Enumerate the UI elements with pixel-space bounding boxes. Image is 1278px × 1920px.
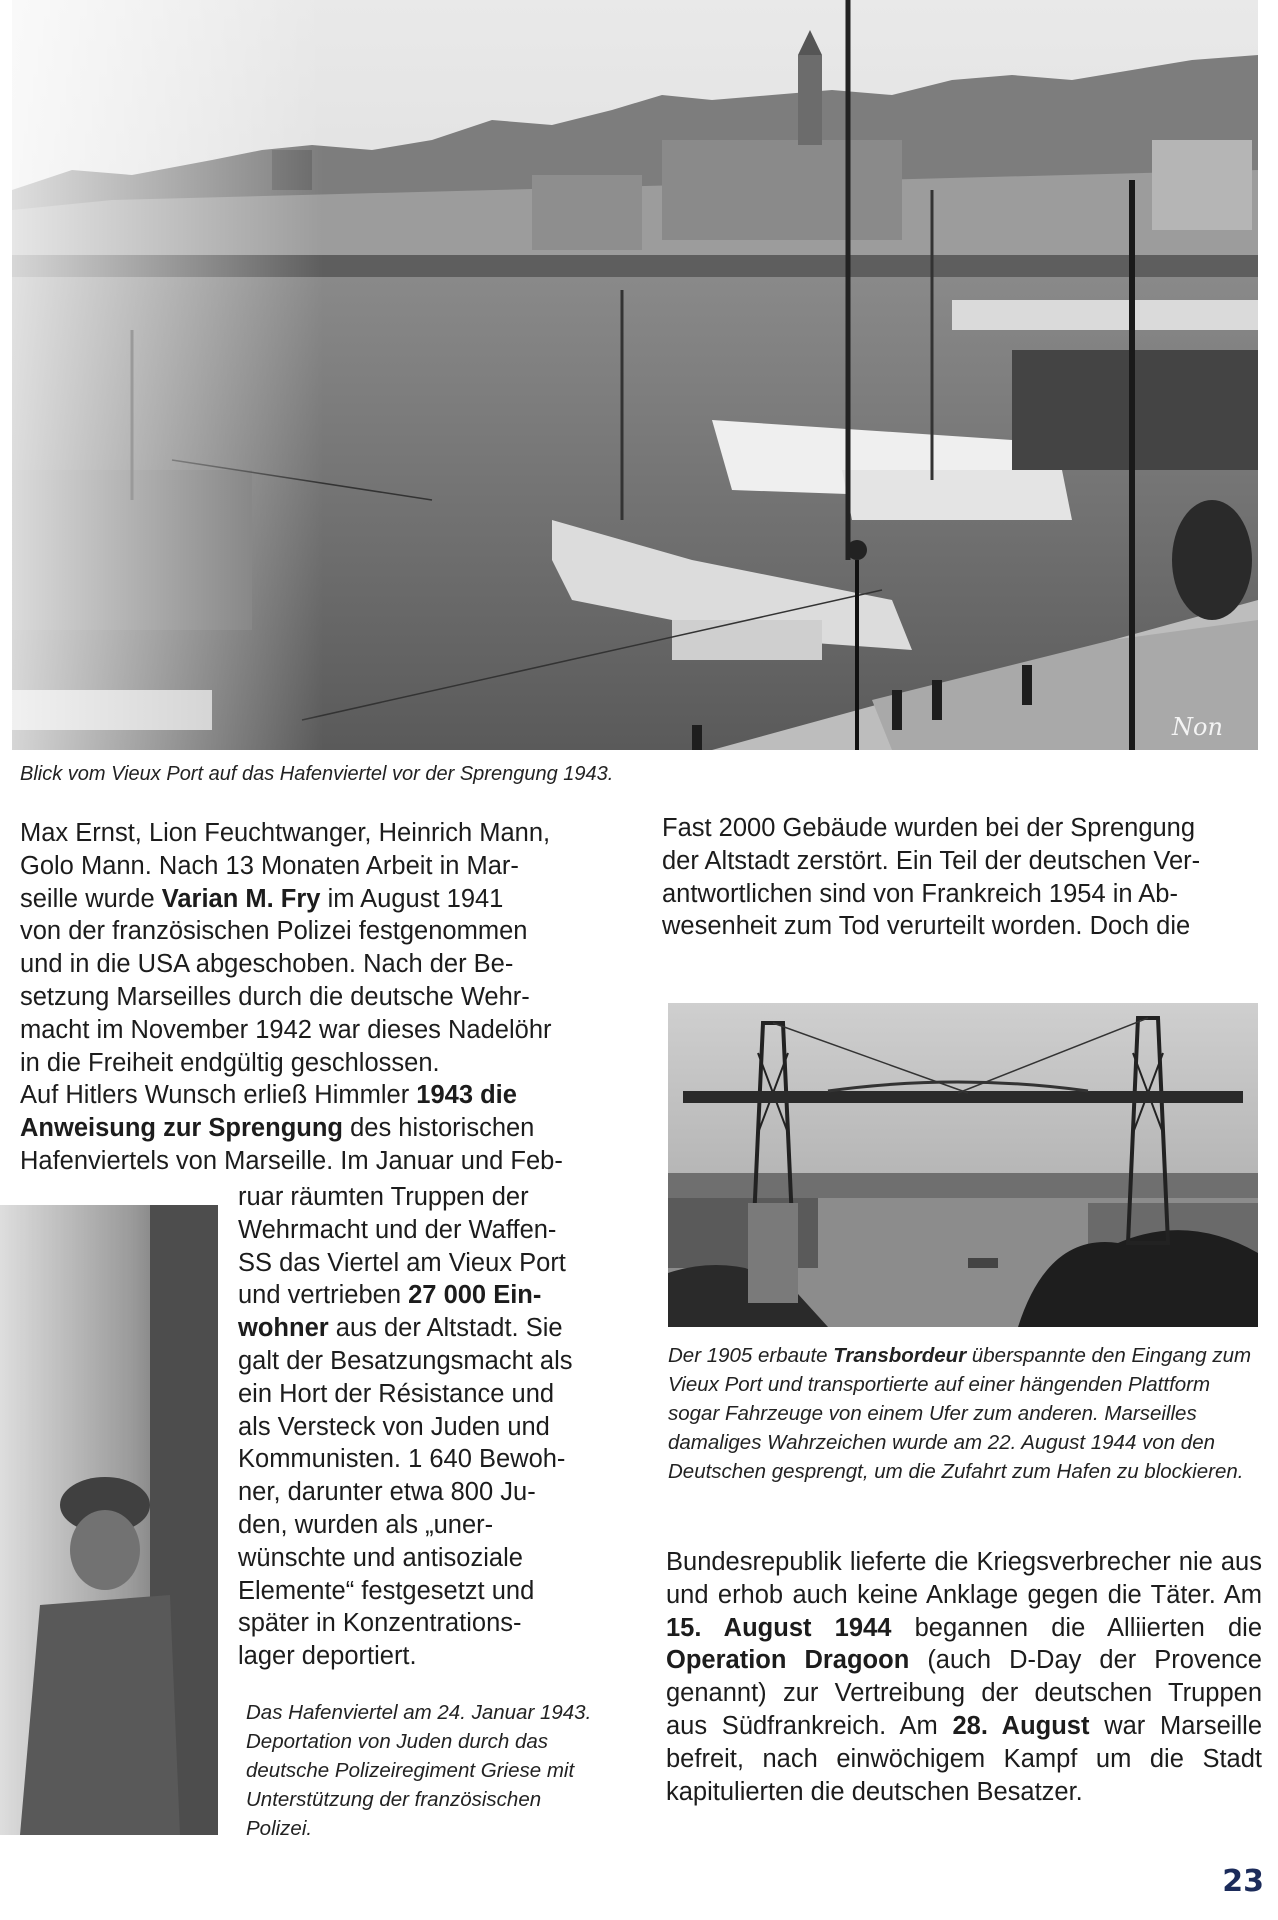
deportation-photo-caption <box>246 1698 606 1843</box>
right-line: antwortlichen sind von Frankreich 1954 in Ab- <box>662 879 1178 908</box>
wrap-line: Wehrmacht und der Waffen- <box>238 1215 557 1244</box>
wrap-line: Kommunisten. 1 640 Bewoh- <box>238 1445 566 1474</box>
wrap-bold-count: 27 000 Ein- <box>408 1281 542 1310</box>
right-line: der Altstadt zerstört. Ein Teil der deutschen Ver- <box>662 846 1201 875</box>
left-line: des historischen <box>350 1114 535 1143</box>
left-bold-name: Varian M. Fry <box>161 884 321 913</box>
transbordeur-photo-caption <box>668 1341 1258 1486</box>
left-line: Max Ernst, Lion Feuchtwanger, Heinrich Mann, <box>20 819 551 847</box>
wrap-line: ruar räumten Truppen der <box>238 1183 529 1211</box>
wrap-line: wünschte und antisoziale <box>238 1543 523 1572</box>
left-line: seille wurde <box>20 884 155 913</box>
right-column-top-text <box>662 812 1258 943</box>
left-line: im August 1941 <box>327 884 504 913</box>
top-photo-caption-text: Blick vom Vieux Port auf das Hafenviertel vor der Sprengung 1943. <box>20 763 614 785</box>
operation-bold: Operation Dragoon <box>666 1646 910 1675</box>
transbordeur-photo <box>668 1003 1258 1327</box>
right-text: war Marseille befreit, nach einwöchigem Kampf um die Stadt kapitulierten die deutschen Besatzer. <box>666 1711 1262 1806</box>
transbordeur-caption-bold: Transbordeur <box>833 1344 967 1367</box>
left-wrap-text <box>238 1181 612 1673</box>
wrap-bold-residents: wohner <box>238 1314 329 1343</box>
left-line: macht im November 1942 war dieses Nadelöhr <box>20 1015 552 1044</box>
left-bold-year: 1943 die <box>416 1081 517 1110</box>
wrap-line: SS das Viertel am Vieux Port <box>238 1248 566 1277</box>
top-photo-caption <box>20 760 800 789</box>
right-text: Bundesrepublik lieferte die Kriegsverbrecher nie aus und erhob auch keine Anklage gegen die Täter. Am <box>666 1548 1262 1609</box>
wrap-line: aus der Altstadt. Sie <box>335 1314 563 1343</box>
left-line: Hafenviertels von Marseille. Im Januar und Feb- <box>20 1146 563 1175</box>
page-number: 23 <box>1222 1864 1264 1899</box>
wrap-line: ein Hort der Résistance und <box>238 1379 555 1408</box>
deportation-photo <box>0 1205 218 1835</box>
wrap-line: lager deportiert. <box>238 1642 417 1671</box>
left-line: in die Freiheit endgültig geschlossen. <box>20 1048 440 1077</box>
right-line: Fast 2000 Gebäude wurden bei der Sprengung <box>662 814 1196 842</box>
photo-signature: Non <box>1172 713 1223 741</box>
deportation-caption-text: Das Hafenviertel am 24. Januar 1943. Deportation von Juden durch das deutsche Polizeiregiment Griese mit Unterstützung der französischen Polizei. <box>246 1701 592 1840</box>
left-line: Golo Mann. Nach 13 Monaten Arbeit in Mar- <box>20 851 519 880</box>
left-column-text <box>20 817 612 1178</box>
right-line: wesenheit zum Tod verurteilt worden. Doch die <box>662 912 1191 941</box>
right-text: begannen die Alliierten die <box>914 1613 1263 1642</box>
left-line: und in die USA abgeschoben. Nach der Be- <box>20 950 514 979</box>
left-bold-order: Anweisung zur Sprengung <box>20 1114 343 1143</box>
transbordeur-caption-post: überspannte den Eingang zum Vieux Port und transportierte auf einer hängenden Plattform sogar Fahrzeuge von einem Ufer zum anderen. Marseilles damaliges Wahrzeichen wurde am 22. August 1944 von den Deutschen gesprengt, um die Zufahrt zum Hafen zu blockieren. <box>668 1344 1252 1483</box>
wrap-line: ner, darunter etwa 800 Ju- <box>238 1478 536 1507</box>
wrap-line: und vertrieben <box>238 1281 402 1310</box>
wrap-line: den, wurden als „uner- <box>238 1510 494 1539</box>
transbordeur-caption-pre: Der 1905 erbaute <box>668 1344 828 1367</box>
right-text: (auch D-Day der Provence genannt) zur Vertreibung der deutschen Truppen aus Südfrankreich. Am <box>666 1646 1262 1740</box>
left-line: von der französischen Polizei festgenommen <box>20 917 528 946</box>
left-line: Auf Hitlers Wunsch erließ Himmler <box>20 1081 410 1110</box>
right-column-bottom-text <box>666 1546 1262 1808</box>
liberation-date-bold: 28. August <box>952 1711 1090 1740</box>
left-line: setzung Marseilles durch die deutsche Wehr- <box>20 982 530 1011</box>
date-bold: 15. August 1944 <box>666 1613 892 1642</box>
wrap-line: als Versteck von Juden und <box>238 1412 550 1441</box>
wrap-line: später in Konzentrations- <box>238 1609 522 1638</box>
wrap-line: Elemente“ festgesetzt und <box>238 1576 535 1605</box>
harbor-photo <box>12 0 1258 750</box>
wrap-line: galt der Besatzungsmacht als <box>238 1346 573 1375</box>
